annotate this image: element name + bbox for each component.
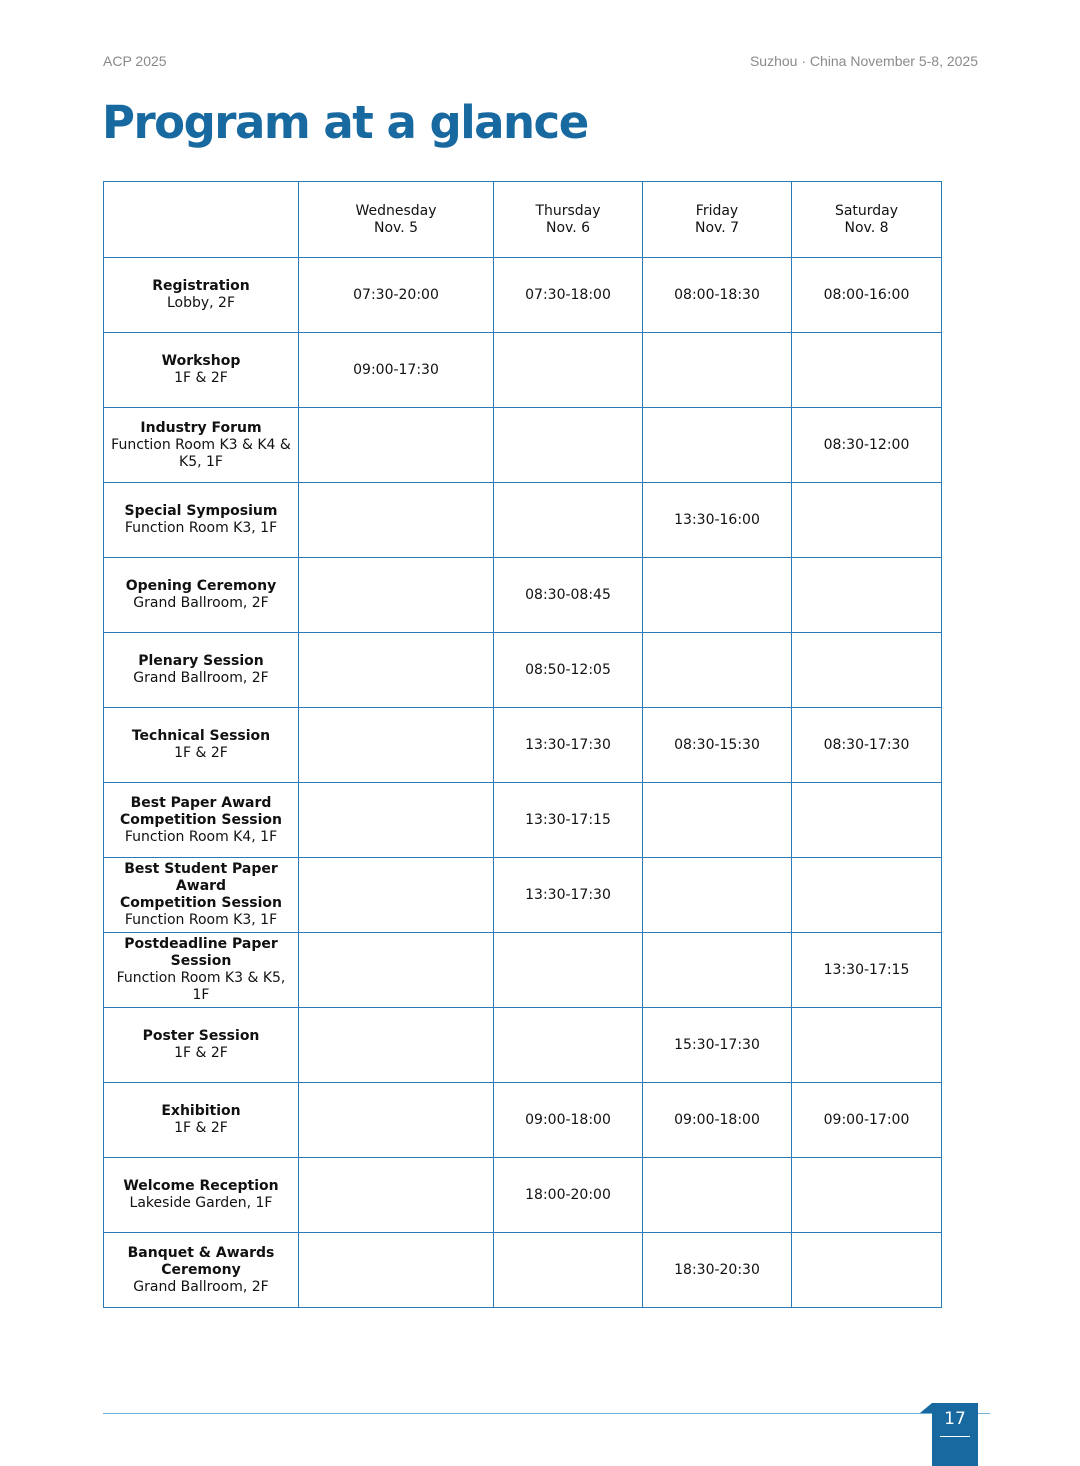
event-location: 1F & 2F xyxy=(174,1045,228,1061)
program-table xyxy=(103,181,942,1308)
header-left: ACP 2025 xyxy=(103,53,167,69)
time-cell: 09:00-17:00 xyxy=(792,1083,942,1158)
event-location: Function Room K4, 1F xyxy=(124,828,278,845)
event-location: 1F & 2F xyxy=(174,370,228,386)
event-name: Best Student Paper Award xyxy=(124,861,278,894)
day-date: Nov. 8 xyxy=(844,219,889,236)
day-name: Thursday xyxy=(535,202,601,219)
time-cell xyxy=(643,858,792,933)
table-row xyxy=(104,333,942,408)
event-name: Ceremony xyxy=(161,1261,241,1278)
time-cell: 08:30-17:30 xyxy=(792,708,942,783)
corner-cell xyxy=(104,182,299,258)
time-cell xyxy=(643,783,792,858)
time-cell: 08:30-08:45 xyxy=(494,558,643,633)
day-header-cell xyxy=(299,182,494,258)
page-number-underline xyxy=(940,1436,970,1437)
time-cell xyxy=(494,933,643,1008)
event-cell xyxy=(104,933,299,1008)
page-tab-notch xyxy=(920,1403,932,1413)
event-name: Competition Session xyxy=(119,895,283,911)
time-cell: 08:00-16:00 xyxy=(792,258,942,333)
time-cell xyxy=(643,558,792,633)
event-cell xyxy=(104,858,299,933)
event-name: Postdeadline Paper Session xyxy=(124,936,278,969)
table-row xyxy=(104,1158,942,1233)
event-name: Competition Session xyxy=(119,811,283,828)
time-cell xyxy=(494,1233,643,1308)
time-cell xyxy=(299,558,494,633)
table-row xyxy=(104,1233,942,1308)
time-cell: 07:30-20:00 xyxy=(299,258,494,333)
table-row xyxy=(104,858,942,933)
event-location: Function Room K3, 1F xyxy=(124,520,278,536)
event-name: Special Symposium xyxy=(124,503,278,519)
event-name: Workshop xyxy=(161,353,241,369)
event-location: Function Room K3 & K4 & K5, 1F xyxy=(111,436,291,470)
day-header-cell xyxy=(792,182,942,258)
event-cell xyxy=(104,333,299,408)
page-number: 17 xyxy=(944,1409,966,1429)
time-cell: 08:30-15:30 xyxy=(643,708,792,783)
day-name: Wednesday xyxy=(355,202,437,219)
time-cell xyxy=(299,408,494,483)
time-cell xyxy=(299,708,494,783)
time-cell: 13:30-17:15 xyxy=(792,933,942,1008)
day-name: Friday xyxy=(695,202,739,219)
event-cell xyxy=(104,1008,299,1083)
table-row xyxy=(104,558,942,633)
event-name: Welcome Reception xyxy=(123,1178,279,1194)
time-cell: 13:30-17:30 xyxy=(494,708,643,783)
event-name: Opening Ceremony xyxy=(125,578,277,594)
table-row xyxy=(104,1083,942,1158)
table-row xyxy=(104,408,942,483)
day-name: Saturday xyxy=(834,202,899,219)
time-cell xyxy=(299,1083,494,1158)
event-location: Function Room K3, 1F xyxy=(124,912,278,928)
event-cell xyxy=(104,1233,299,1308)
event-location: Lakeside Garden, 1F xyxy=(129,1195,273,1211)
page-title: Program at a glance xyxy=(102,96,588,149)
event-name: Banquet & Awards xyxy=(127,1244,275,1261)
table-row xyxy=(104,633,942,708)
time-cell xyxy=(299,858,494,933)
table-row xyxy=(104,783,942,858)
time-cell xyxy=(643,633,792,708)
time-cell: 13:30-17:30 xyxy=(494,858,643,933)
table-row xyxy=(104,708,942,783)
event-location: Lobby, 2F xyxy=(166,295,236,311)
event-location: 1F & 2F xyxy=(174,1120,228,1136)
event-name: Exhibition xyxy=(161,1103,241,1119)
time-cell xyxy=(792,783,942,858)
event-cell xyxy=(104,258,299,333)
time-cell xyxy=(299,783,494,858)
time-cell: 13:30-16:00 xyxy=(643,483,792,558)
event-name: Technical Session xyxy=(131,728,271,744)
event-cell xyxy=(104,483,299,558)
time-cell: 08:50-12:05 xyxy=(494,633,643,708)
event-cell xyxy=(104,633,299,708)
table-row xyxy=(104,933,942,1008)
table-row xyxy=(104,1008,942,1083)
event-location: Function Room K3 & K5, 1F xyxy=(116,970,286,1003)
time-cell xyxy=(494,483,643,558)
time-cell: 13:30-17:15 xyxy=(494,783,643,858)
event-cell xyxy=(104,1158,299,1233)
time-cell xyxy=(643,933,792,1008)
time-cell xyxy=(643,408,792,483)
event-cell xyxy=(104,708,299,783)
time-cell xyxy=(299,1233,494,1308)
time-cell xyxy=(494,333,643,408)
day-date: Nov. 7 xyxy=(694,219,740,236)
event-cell xyxy=(104,558,299,633)
event-location: Grand Ballroom, 2F xyxy=(133,1278,269,1295)
time-cell xyxy=(792,333,942,408)
time-cell xyxy=(792,1233,942,1308)
time-cell xyxy=(792,1008,942,1083)
time-cell xyxy=(299,1158,494,1233)
event-name: Registration xyxy=(152,278,250,294)
event-name: Best Paper Award xyxy=(130,794,272,811)
time-cell: 08:00-18:30 xyxy=(643,258,792,333)
footer-divider xyxy=(103,1413,990,1414)
time-cell xyxy=(792,858,942,933)
page-number-badge xyxy=(932,1403,978,1466)
table-row xyxy=(104,258,942,333)
time-cell xyxy=(792,1158,942,1233)
event-location: Grand Ballroom, 2F xyxy=(133,670,269,686)
time-cell xyxy=(792,483,942,558)
header-row xyxy=(104,182,942,258)
event-cell xyxy=(104,783,299,858)
time-cell xyxy=(643,333,792,408)
event-location: 1F & 2F xyxy=(174,745,228,761)
event-location: Grand Ballroom, 2F xyxy=(133,595,269,611)
time-cell: 18:30-20:30 xyxy=(643,1233,792,1308)
time-cell: 15:30-17:30 xyxy=(643,1008,792,1083)
time-cell: 08:30-12:00 xyxy=(792,408,942,483)
time-cell: 09:00-18:00 xyxy=(643,1083,792,1158)
time-cell xyxy=(494,1008,643,1083)
event-name: Plenary Session xyxy=(138,653,264,669)
event-cell xyxy=(104,1083,299,1158)
day-header-cell xyxy=(643,182,792,258)
time-cell: 09:00-17:30 xyxy=(299,333,494,408)
time-cell: 18:00-20:00 xyxy=(494,1158,643,1233)
time-cell: 09:00-18:00 xyxy=(494,1083,643,1158)
time-cell xyxy=(792,558,942,633)
header-right: Suzhou · China November 5-8, 2025 xyxy=(749,53,978,69)
day-header-cell xyxy=(494,182,643,258)
time-cell xyxy=(643,1158,792,1233)
time-cell xyxy=(299,483,494,558)
event-cell xyxy=(104,408,299,483)
time-cell xyxy=(299,633,494,708)
table-row xyxy=(104,483,942,558)
time-cell xyxy=(792,633,942,708)
day-date: Nov. 5 xyxy=(373,219,419,236)
event-name: Poster Session xyxy=(142,1028,260,1044)
event-name: Industry Forum xyxy=(140,419,262,436)
day-date: Nov. 6 xyxy=(545,219,591,236)
time-cell: 07:30-18:00 xyxy=(494,258,643,333)
time-cell xyxy=(299,933,494,1008)
time-cell xyxy=(299,1008,494,1083)
time-cell xyxy=(494,408,643,483)
